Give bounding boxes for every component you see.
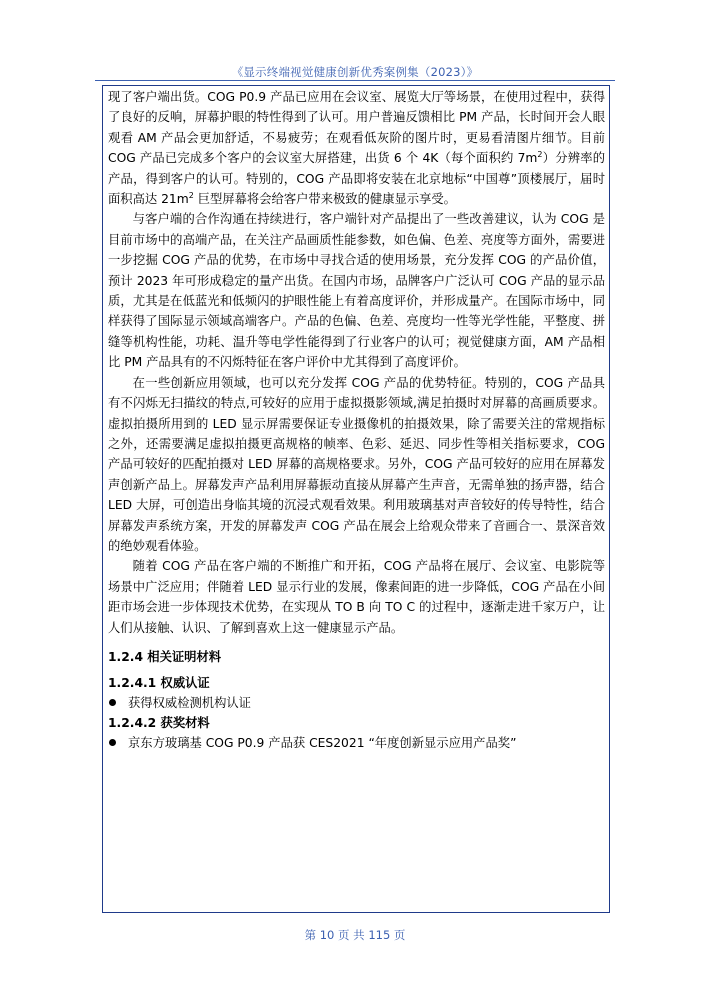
paragraph-1-part-c: 巨型屏幕将会给客户带来极致的健康显示享受。 <box>193 192 456 207</box>
section-heading-1-2-4: 1.2.4 相关证明材料 <box>108 649 222 664</box>
superscript: 2 <box>537 150 543 160</box>
header-rule <box>95 80 615 81</box>
paragraph-2: 与客户端的合作沟通在持续进行，客户端针对产品提出了一些改善建议，认为 COG 是目前市场中的高端产品，在关注产品画质性能参数，如色偏、色差、亮度等方面外，需要进一步挖掘 COG 产品的优势，在市场中寻找合适的使用场景，充分发挥 COG 的产品价值，预计 2023 年可形成稳定的量产出货。在国内市场，品牌客户广泛认可 COG 产品的显示品质，尤其是在低蓝光和低频闪的护眼性能上有着高度评价，并形成量产。在国际市场中，同样获得了国际显示领域高端客户。产品的色偏、色差、亮度均一性等光学性能，平整度、拼缝等机构性能，功耗、温升等电学性能得到了行业客户的认可；视觉健康方面，AM 产品相比 PM 产品具有的不闪烁特征在客户评价中尤其得到了高度评价。 <box>108 212 605 370</box>
bullet-item-award <box>108 733 605 753</box>
running-header: 《显示终端视觉健康创新优秀案例集（2023）》 <box>231 65 479 79</box>
bullet-text: 获得权威检测机构认证 <box>128 695 251 710</box>
bullet-item-certification <box>108 693 605 713</box>
paragraph-1-part-b: ）分辨率的产品，得到客户的认可。特别的，COG 产品即将安装在北京地标“中国尊”顶楼展厅，届时面积高达 21m <box>108 151 605 207</box>
paragraph-1-part-a: 现了客户端出货。COG P0.9 产品已应用在会议室、展览大厅等场景，在使用过程中，获得了良好的反响，屏幕护眼的特性得到了认可。用户普遍反馈相比 PM 产品，长时间开会人眼观看 AM 产品会更加舒适，不易疲劳；在观看低灰阶的图片时，更易看清图片细节。目前 COG 产品已完成多个客户的会议室大屏搭建，出货 6 个 4K（每个面积约 7m <box>108 90 605 166</box>
paragraph-4: 随着 COG 产品在客户端的不断推广和开拓，COG 产品将在展厅、会议室、电影院等场景中广泛应用；伴随着 LED 显示行业的发展，像素间距的进一步降低，COG 产品在小间距市场会进一步体现技术优势，在实现从 TO B 向 TO C 的过程中，逐渐走进千家万户，让人们从接触、认识、了解到喜欢上这一健康显示产品。 <box>108 559 605 635</box>
page-number-footer: 第 10 页 共 115 页 <box>304 928 406 942</box>
subsection-heading-1-2-4-1: 1.2.4.1 权威认证 <box>108 675 210 690</box>
bullet-dot-icon <box>109 739 116 746</box>
paragraph-3: 在一些创新应用领域，也可以充分发挥 COG 产品的优势特征。特别的，COG 产品具有不闪烁无扫描纹的特点,可较好的应用于虚拟摄影领域,满足拍摄时对屏幕的高画质要求。虚拟拍摄所用到的 LED 显示屏需要保证专业摄像机的拍摄效果，除了需要关注的常规指标之外，还需要满足虚拟拍摄更高规格的帧率、色彩、延迟、同步性等相关指标要求，COG 产品可较好的匹配拍摄对 LED 屏幕的高规格要求。另外，COG 产品可较好的应用在屏幕发声创新产品上。屏幕发声产品利用屏幕振动直接从屏幕产生声音，无需单独的扬声器，结合 LED 大屏，可创造出身临其境的沉浸式观看效果。利用玻璃基对声音较好的传导特性，结合屏幕发声系统方案，开发的屏幕发声 COG 产品在展会上给观众带来了音画合一、景深音效的绝妙观看体验。 <box>108 375 605 553</box>
superscript: 2 <box>188 190 194 200</box>
subsection-heading-1-2-4-2: 1.2.4.2 获奖材料 <box>108 715 210 730</box>
bullet-dot-icon <box>109 699 116 706</box>
bullet-text: 京东方玻璃基 COG P0.9 产品获 CES2021 “年度创新显示应用产品奖” <box>128 735 517 750</box>
paragraph-1 <box>108 87 605 209</box>
document-body <box>108 87 605 753</box>
